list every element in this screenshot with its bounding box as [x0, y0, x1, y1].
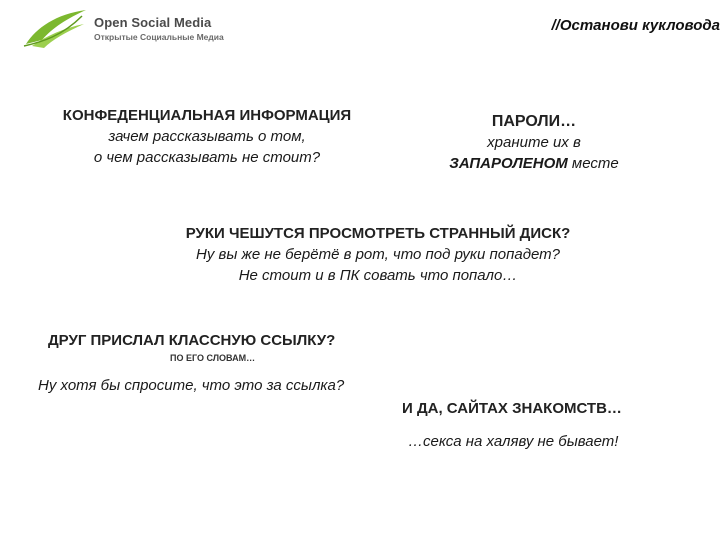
link-question: Ну хотя бы спросите, что это за ссылка? [38, 377, 345, 394]
passwords-line-2 [420, 153, 648, 174]
disk-heading: РУКИ ЧЕШУТСЯ ПРОСМОТРЕТЬ СТРАННЫЙ ДИСК? [185, 225, 571, 242]
passwords-line-2-rest: месте [567, 155, 619, 172]
confidential-line-1: зачем рассказывать о том, [108, 128, 306, 145]
link-subheading: ПО ЕГО СЛОВАМ… [170, 353, 256, 363]
disk-line-2: Не стоит и в ПК совать что попало… [238, 267, 518, 284]
confidential-block [32, 106, 382, 168]
passwords-heading: ПАРОЛИ… [491, 113, 577, 130]
disk-block [128, 224, 628, 286]
logo-subtitle: Открытые Социальные Медиа [94, 32, 224, 42]
dating-heading: И ДА, САЙТАХ ЗНАКОМСТВ… [402, 400, 622, 417]
confidential-line-2: о чем рассказывать не стоит? [93, 149, 321, 166]
logo [22, 6, 222, 50]
slide-title: //Останови кукловода [551, 17, 720, 34]
logo-name: Open Social Media [94, 15, 212, 30]
dating-line: …секса на халяву не бывает! [408, 433, 619, 450]
logo-leaf-icon [22, 6, 90, 50]
passwords-emphasis: ЗАПАРОЛЕНОМ [449, 155, 568, 172]
passwords-line-1: храните их в [487, 134, 581, 151]
link-heading: ДРУГ ПРИСЛАЛ КЛАССНУЮ ССЫЛКУ? [48, 332, 336, 349]
link-block [48, 331, 335, 351]
disk-line-1: Ну вы же не берётё в рот, что под руки попадет? [195, 246, 561, 263]
passwords-block [420, 112, 648, 174]
confidential-heading: КОНФЕДЕНЦИАЛЬНАЯ ИНФОРМАЦИЯ [62, 107, 352, 124]
